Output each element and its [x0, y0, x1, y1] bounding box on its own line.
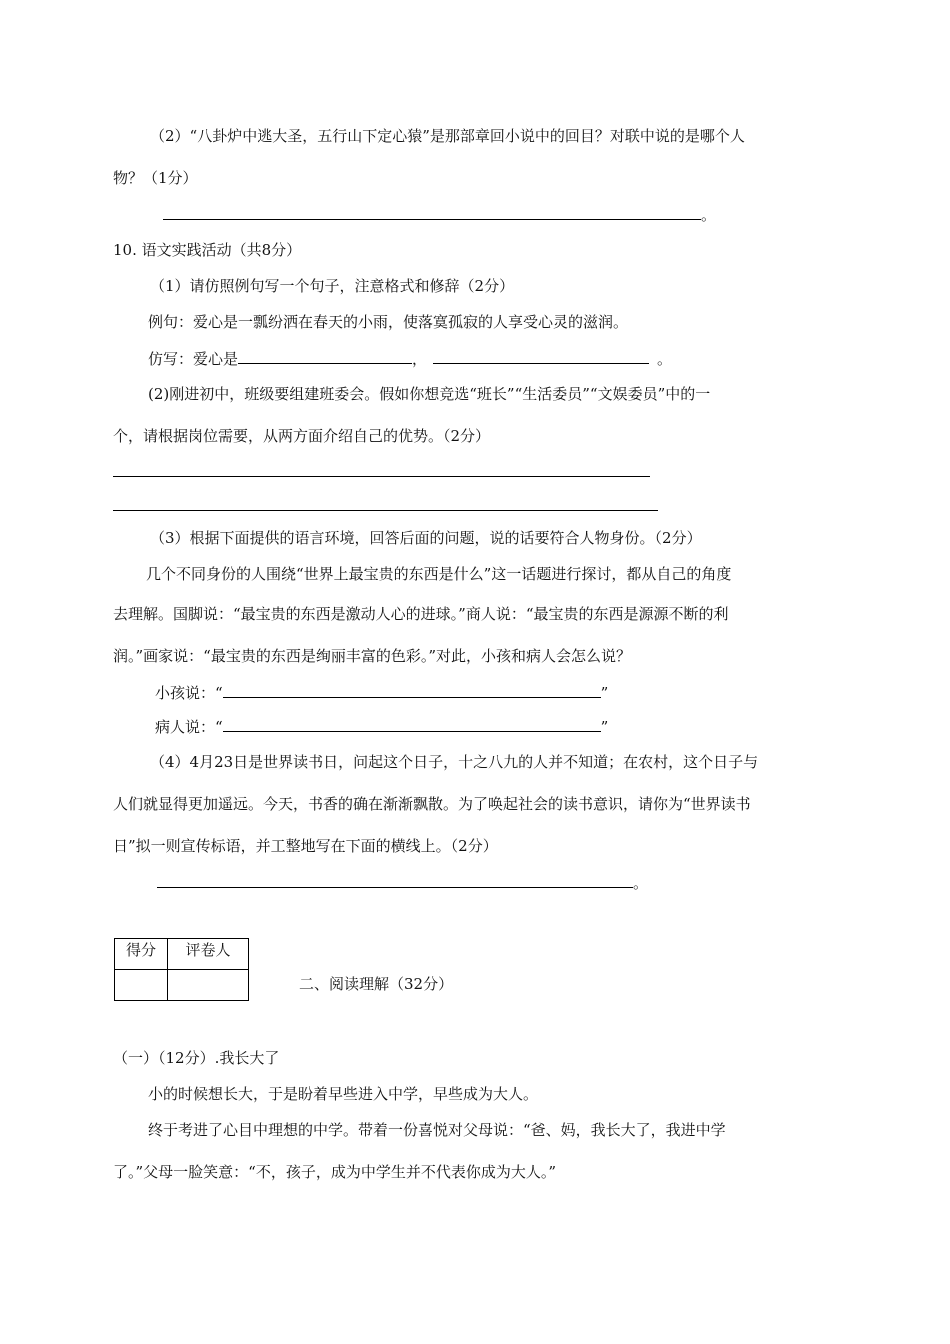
q10-2-answer-line-2[interactable] — [113, 510, 658, 511]
q10-2-line2: 个，请根据岗位需要，从两方面介绍自己的优势。（2分） — [113, 427, 491, 445]
reading-1-para2-line2: 了。”父母一脸笑意：“不，孩子，成为中学生并不代表你成为大人。” — [113, 1163, 557, 1181]
patient-answer-blank[interactable] — [223, 716, 601, 732]
imitate-comma: ， — [412, 350, 428, 368]
q10-4-line1: （4）4月23日是世界读书日，问起这个日子，十之八九的人并不知道；在农村，这个日子与 — [150, 753, 759, 771]
q10-3-text-line3: 润。”画家说：“最宝贵的东西是绚丽丰富的色彩。”对此，小孩和病人会怎么说？ — [113, 647, 632, 665]
q9-2-answer-line[interactable] — [163, 204, 716, 225]
q10-2-answer-line-1[interactable] — [113, 476, 650, 477]
q10-2-line1: (2)刚进初中，班级要组建班委会。假如你想竞选“班长”“生活委员”“文娱委员”中的一 — [148, 385, 711, 403]
reading-1-heading: （一）（12分）.我长大了 — [113, 1049, 280, 1067]
q10-4-answer-line[interactable] — [157, 872, 648, 893]
end-mark: 。 — [701, 206, 717, 224]
answer-blank[interactable] — [163, 204, 701, 220]
imitate-blank-2[interactable] — [433, 348, 649, 364]
q10-3-child[interactable] — [155, 682, 608, 703]
score-header: 得分 — [115, 939, 168, 970]
q10-1-example: 例句：爱心是一瓢纷洒在春天的小雨，使落寞孤寂的人享受心灵的滋润。 — [148, 313, 629, 331]
slogan-blank[interactable] — [157, 872, 633, 888]
q10-1-imitate[interactable] — [148, 348, 672, 369]
q10-3-text-line2: 去理解。国脚说：“最宝贵的东西是激动人心的进球。”商人说：“最宝贵的东西是源源不断的利 — [113, 605, 729, 623]
child-answer-blank[interactable] — [223, 682, 601, 698]
q10-heading: 10. 语文实践活动（共8分） — [113, 241, 302, 259]
imitate-prefix: 仿写：爱心是 — [148, 350, 239, 368]
section-2-title: 二、阅读理解（32分） — [299, 975, 454, 993]
child-label: 小孩说：“ — [155, 684, 223, 702]
q10-1-instruction: （1）请仿照例句写一个句子，注意格式和修辞（2分） — [150, 277, 515, 295]
reading-1-para1: 小的时候想长大，于是盼着早些进入中学，早些成为大人。 — [148, 1085, 539, 1103]
patient-label: 病人说：“ — [155, 718, 223, 736]
q10-4-line2: 人们就显得更加遥远。今天，书香的确在渐渐飘散。为了唤起社会的读书意识，请你为“世界读书 — [113, 795, 751, 813]
end-mark: 。 — [633, 874, 649, 892]
patient-close-quote: ” — [600, 718, 609, 736]
grader-header: 评卷人 — [168, 939, 249, 970]
q9-2-line2: 物？（1分） — [113, 169, 198, 187]
q10-4-line3: 日”拟一则宣传标语，并工整地写在下面的横线上。（2分） — [113, 837, 498, 855]
q10-3-text-line1: 几个不同身份的人围绕“世界上最宝贵的东西是什么”这一话题进行探讨，都从自己的角度 — [146, 565, 732, 583]
imitate-period: 。 — [657, 350, 673, 368]
q10-3-patient[interactable] — [155, 716, 608, 737]
grader-cell[interactable] — [168, 970, 249, 1001]
child-close-quote: ” — [600, 684, 609, 702]
score-box — [114, 938, 249, 1001]
q10-3-instruction: （3）根据下面提供的语言环境，回答后面的问题，说的话要符合人物身份。（2分） — [150, 529, 702, 547]
q9-2-line1: （2）“八卦炉中逃大圣，五行山下定心猿”是那部章回小说中的回目？对联中说的是哪个人 — [150, 127, 745, 145]
imitate-blank-1[interactable] — [238, 348, 412, 364]
reading-1-para2-line1: 终于考进了心目中理想的中学。带着一份喜悦对父母说：“爸、妈，我长大了，我进中学 — [148, 1121, 726, 1139]
score-cell[interactable] — [115, 970, 168, 1001]
